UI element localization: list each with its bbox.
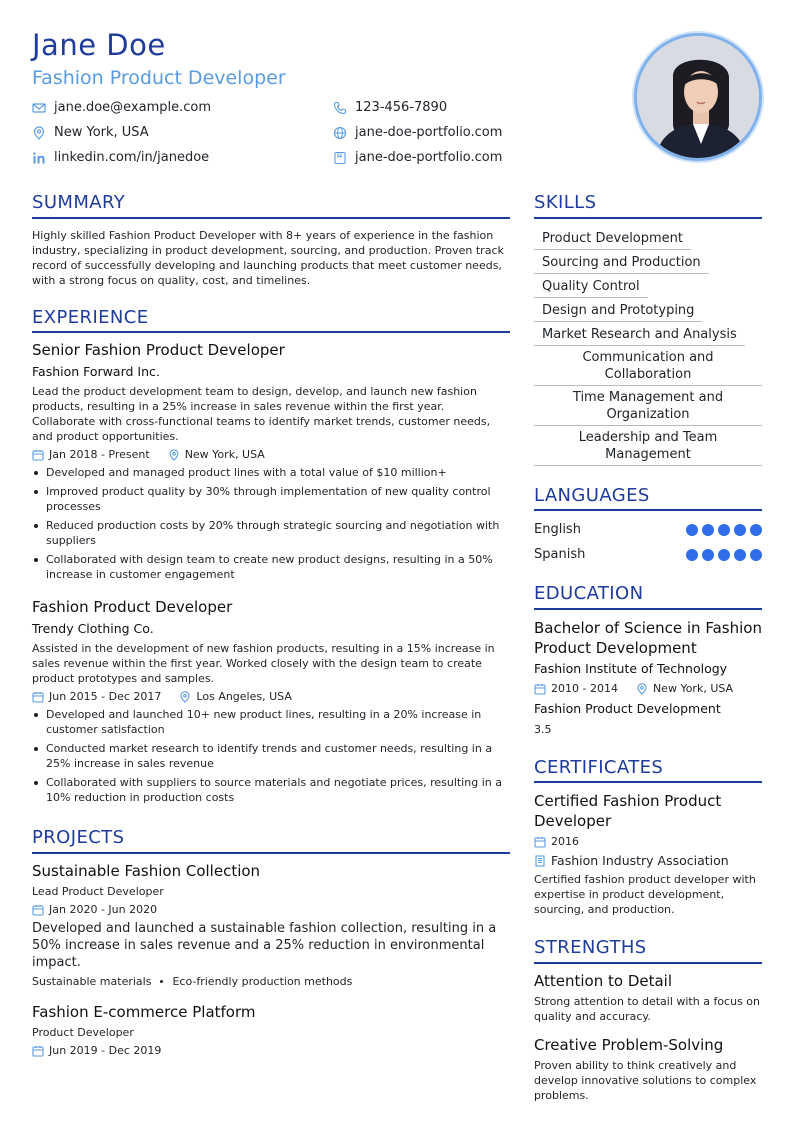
phone-icon	[333, 101, 347, 115]
experience-section	[32, 307, 510, 806]
degree-title: Bachelor of Science in Fashion Product Development	[534, 618, 762, 657]
envelope-icon	[32, 101, 46, 115]
strength-item	[534, 972, 762, 1024]
language-level-dots	[682, 524, 762, 536]
language-row	[534, 542, 762, 567]
certificates-heading: CERTIFICATES	[534, 757, 762, 784]
certificates-section	[534, 757, 762, 918]
linkedin-icon	[32, 151, 46, 165]
job-bullet: Developed and managed product lines with a total value of $10 million+	[32, 465, 510, 480]
job-entry	[32, 341, 510, 582]
job-bullet: Collaborated with design team to create new product designs, resulting in a 50% increase in customer engagement	[32, 552, 510, 582]
contact-location	[32, 125, 149, 140]
education-dates	[534, 682, 618, 696]
job-location-text: New York, USA	[184, 448, 265, 461]
certificate-issuer-text: Fashion Industry Association	[551, 853, 729, 868]
phone-text: 123-456-7890	[355, 100, 448, 115]
education-location	[636, 682, 733, 696]
certificate-name: Certified Fashion Product Developer	[534, 792, 722, 830]
candidate-role: Fashion Product Developer	[32, 67, 286, 89]
website-text: jane-doe-portfolio.com	[355, 125, 503, 140]
skill-item: Leadership and Team Management	[534, 427, 762, 466]
job-bullets	[32, 465, 510, 582]
languages-section	[534, 485, 762, 568]
job-bullet: Conducted market research to identify trends and customer needs, resulting in a 25% increase in sales revenue	[32, 741, 510, 771]
projects-heading: PROJECTS	[32, 827, 510, 854]
tag-separator	[160, 980, 163, 983]
education-dates-text: 2010 - 2014	[551, 681, 618, 695]
calendar-icon	[534, 683, 546, 695]
experience-heading: EXPERIENCE	[32, 307, 510, 334]
job-company: Trendy Clothing Co.	[32, 621, 154, 636]
skills-section	[534, 192, 762, 466]
location-pin-icon	[168, 449, 180, 461]
language-row	[534, 517, 762, 542]
school-name: Fashion Institute of Technology	[534, 660, 728, 676]
job-meta	[32, 690, 510, 704]
job-location	[168, 448, 265, 462]
job-description: Assisted in the development of new fashion products, resulting in a 15% increase in sales revenue within the first year. Worked closely with the design team to create product prototypes and samples.	[32, 642, 495, 685]
building-icon	[534, 855, 546, 867]
linkedin-text: linkedin.com/in/janedoe	[54, 150, 210, 165]
strength-title: Creative Problem-Solving	[534, 1035, 724, 1054]
right-column	[534, 192, 762, 1103]
job-title: Fashion Product Developer	[32, 598, 233, 616]
location-text: New York, USA	[54, 125, 149, 140]
calendar-icon	[32, 904, 44, 916]
education-location-text: New York, USA	[652, 681, 734, 695]
project-dates-text: Jun 2019 - Dec 2019	[49, 1043, 162, 1057]
location-pin-icon	[179, 691, 191, 703]
education-heading: EDUCATION	[534, 583, 762, 610]
job-bullets	[32, 707, 510, 805]
job-location-text: Los Angeles, USA	[196, 690, 292, 703]
language-level-dots	[682, 549, 762, 561]
calendar-icon	[32, 1045, 44, 1057]
project-dates	[32, 1044, 161, 1058]
strength-text: Proven ability to think creatively and develop innovative solutions to complex problems.	[534, 1058, 757, 1102]
profile-photo-illustration	[637, 36, 762, 161]
summary-text: Highly skilled Fashion Product Developer with 8+ years of experience in the fashion industry, specializing in product development, sourcing, and production. Proven track record of successfully developing and launching products that meet customer needs, with a strong focus on quality, cost, and timelines.	[32, 228, 504, 287]
skills-list	[534, 227, 762, 466]
education-field: Fashion Product Development	[534, 700, 721, 716]
certificate-issuer	[534, 854, 729, 868]
skill-item: Sourcing and Production	[534, 252, 709, 274]
job-dates-text: Jun 2015 - Dec 2017	[49, 690, 162, 703]
summary-section	[32, 192, 510, 288]
education-gpa: 3.5	[534, 722, 552, 736]
strength-item	[534, 1036, 762, 1103]
contact-linkedin[interactable]	[32, 150, 209, 165]
job-entry	[32, 598, 510, 805]
project-entry	[32, 862, 510, 988]
job-dates-text: Jan 2018 - Present	[49, 448, 150, 461]
contact-email[interactable]	[32, 100, 211, 115]
project-description: Developed and launched a sustainable fashion collection, resulting in a 50% increase in sales revenue and a 25% reduction in environmental impact.	[32, 920, 497, 970]
job-meta	[32, 448, 510, 462]
profile-photo	[634, 33, 762, 161]
project-entry	[32, 1003, 510, 1058]
skill-item: Quality Control	[534, 276, 648, 298]
job-company: Fashion Forward Inc.	[32, 364, 160, 379]
job-title: Senior Fashion Product Developer	[32, 341, 285, 359]
calendar-icon	[32, 449, 44, 461]
project-meta	[32, 1044, 510, 1058]
job-location	[179, 690, 291, 704]
strengths-section	[534, 937, 762, 1103]
certificate-description: Certified fashion product developer with expertise in product development, sourcing, and production.	[534, 873, 756, 916]
candidate-name: Jane Doe	[32, 28, 166, 62]
summary-heading: SUMMARY	[32, 192, 510, 219]
globe-icon	[333, 126, 347, 140]
strength-title: Attention to Detail	[534, 971, 673, 990]
certificate-year-text: 2016	[551, 835, 579, 848]
certificate-issuer-row	[534, 854, 762, 868]
skill-item: Market Research and Analysis	[534, 324, 745, 346]
calendar-icon	[32, 691, 44, 703]
project-title: Sustainable Fashion Collection	[32, 861, 261, 880]
portfolio-text: jane-doe-portfolio.com	[355, 150, 503, 165]
job-bullet: Reduced production costs by 20% through strategic sourcing and negotiation with suppliers	[32, 518, 510, 548]
strength-text: Strong attention to detail with a focus on quality and accuracy.	[534, 994, 761, 1023]
project-tag: Eco-friendly production methods	[172, 974, 353, 988]
location-pin-icon	[636, 683, 648, 695]
skill-item: Time Management and Organization	[534, 387, 762, 426]
calendar-icon	[534, 836, 546, 848]
project-tag: Sustainable materials	[32, 974, 152, 988]
job-bullet: Improved product quality by 30% through implementation of new quality control processes	[32, 484, 510, 514]
job-dates	[32, 690, 161, 704]
email-text: jane.doe@example.com	[54, 100, 212, 115]
job-bullet: Collaborated with suppliers to source materials and negotiate prices, resulting in a 10% reduction in production costs	[32, 775, 510, 805]
project-dates	[32, 903, 157, 917]
education-meta	[534, 682, 762, 696]
project-role: Lead Product Developer	[32, 884, 164, 898]
contact-portfolio[interactable]	[333, 150, 502, 165]
language-name: English	[534, 522, 581, 537]
certificate-year-row	[534, 835, 762, 849]
project-title: Fashion E-commerce Platform	[32, 1002, 256, 1021]
projects-section	[32, 827, 510, 1058]
left-column	[32, 192, 510, 1058]
location-pin-icon	[32, 126, 46, 140]
skill-item: Product Development	[534, 228, 691, 250]
contact-phone[interactable]	[333, 100, 447, 115]
project-dates-text: Jan 2020 - Jun 2020	[49, 902, 158, 916]
project-role: Product Developer	[32, 1025, 134, 1039]
languages-heading: LANGUAGES	[534, 485, 762, 512]
skills-heading: SKILLS	[534, 192, 762, 219]
portfolio-icon	[333, 151, 347, 165]
language-name: Spanish	[534, 547, 586, 562]
skill-item: Communication and Collaboration	[534, 347, 762, 386]
education-section	[534, 583, 762, 737]
contact-website[interactable]	[333, 125, 502, 140]
certificate-year	[534, 835, 579, 849]
job-description: Lead the product development team to design, develop, and launch new fashion products, resulting in a 25% increase in sales revenue within the first year. Collaborate with cross-functional teams to identify market trends, customer needs, and product opportunities.	[32, 385, 491, 443]
project-tags	[32, 975, 510, 988]
job-dates	[32, 448, 150, 462]
job-bullet: Developed and launched 10+ new product lines, resulting in a 20% increase in customer satisfaction	[32, 707, 510, 737]
project-meta	[32, 903, 510, 917]
strengths-heading: STRENGTHS	[534, 937, 762, 964]
skill-item: Design and Prototyping	[534, 300, 702, 322]
